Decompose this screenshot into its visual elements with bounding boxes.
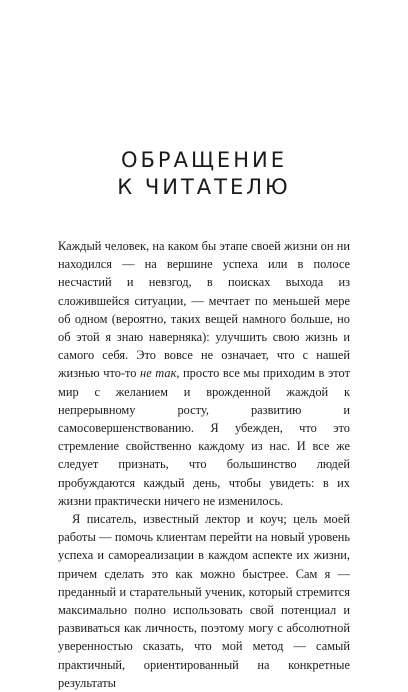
paragraph-1-part-a: Каждый человек, на каком бы этапе своей жизни он ни находился — на вершине успеха или в полосе несчастий и невзгод, в поисках выхода из сложившейся ситуации, — мечтает по меньшей мере об одном (вероятно, таких вещей намного больше, но об этой я знаю наверняка): улучшить свою жизнь и самого себя. Это вовсе не означает, что с нашей жизнью что-то <box>58 239 350 381</box>
chapter-title-line-2: К ЧИТАТЕЛЮ <box>117 175 291 199</box>
paragraph-2: Я писатель, известный лектор и коуч; цель моей работы — помочь клиентам перейти на новый уровень успеха и самореализации в каждом аспекте их жизни, причем сделать это как можно быстрее. Сам я — преданный и старательный ученик, который стремится максимально полно использовать свой потенциал и развиваться как личность, поэтому могу с абсолютной уверенностью сказать, что мой метод — самый практичный, ориентированный на конкретные результаты <box>58 512 350 690</box>
paragraph-1-emphasis: не так <box>140 366 177 381</box>
paragraph-1 <box>58 237 350 510</box>
chapter-title-line-1: ОБРАЩЕНИЕ <box>121 148 287 172</box>
body-text <box>58 237 350 692</box>
paragraph-1-part-b: , просто все мы приходим в этот мир с желанием и врожденной жаждой к непрерывному росту, развитию и самосовершенствованию. Я убежден, что это стремление свойственно каждому из нас. И все же следует признать, что большинство людей пробуждаются каждый день, чтобы увидеть: в их жизни практически ничего не изменилось. <box>58 366 350 508</box>
chapter-title <box>0 147 408 201</box>
